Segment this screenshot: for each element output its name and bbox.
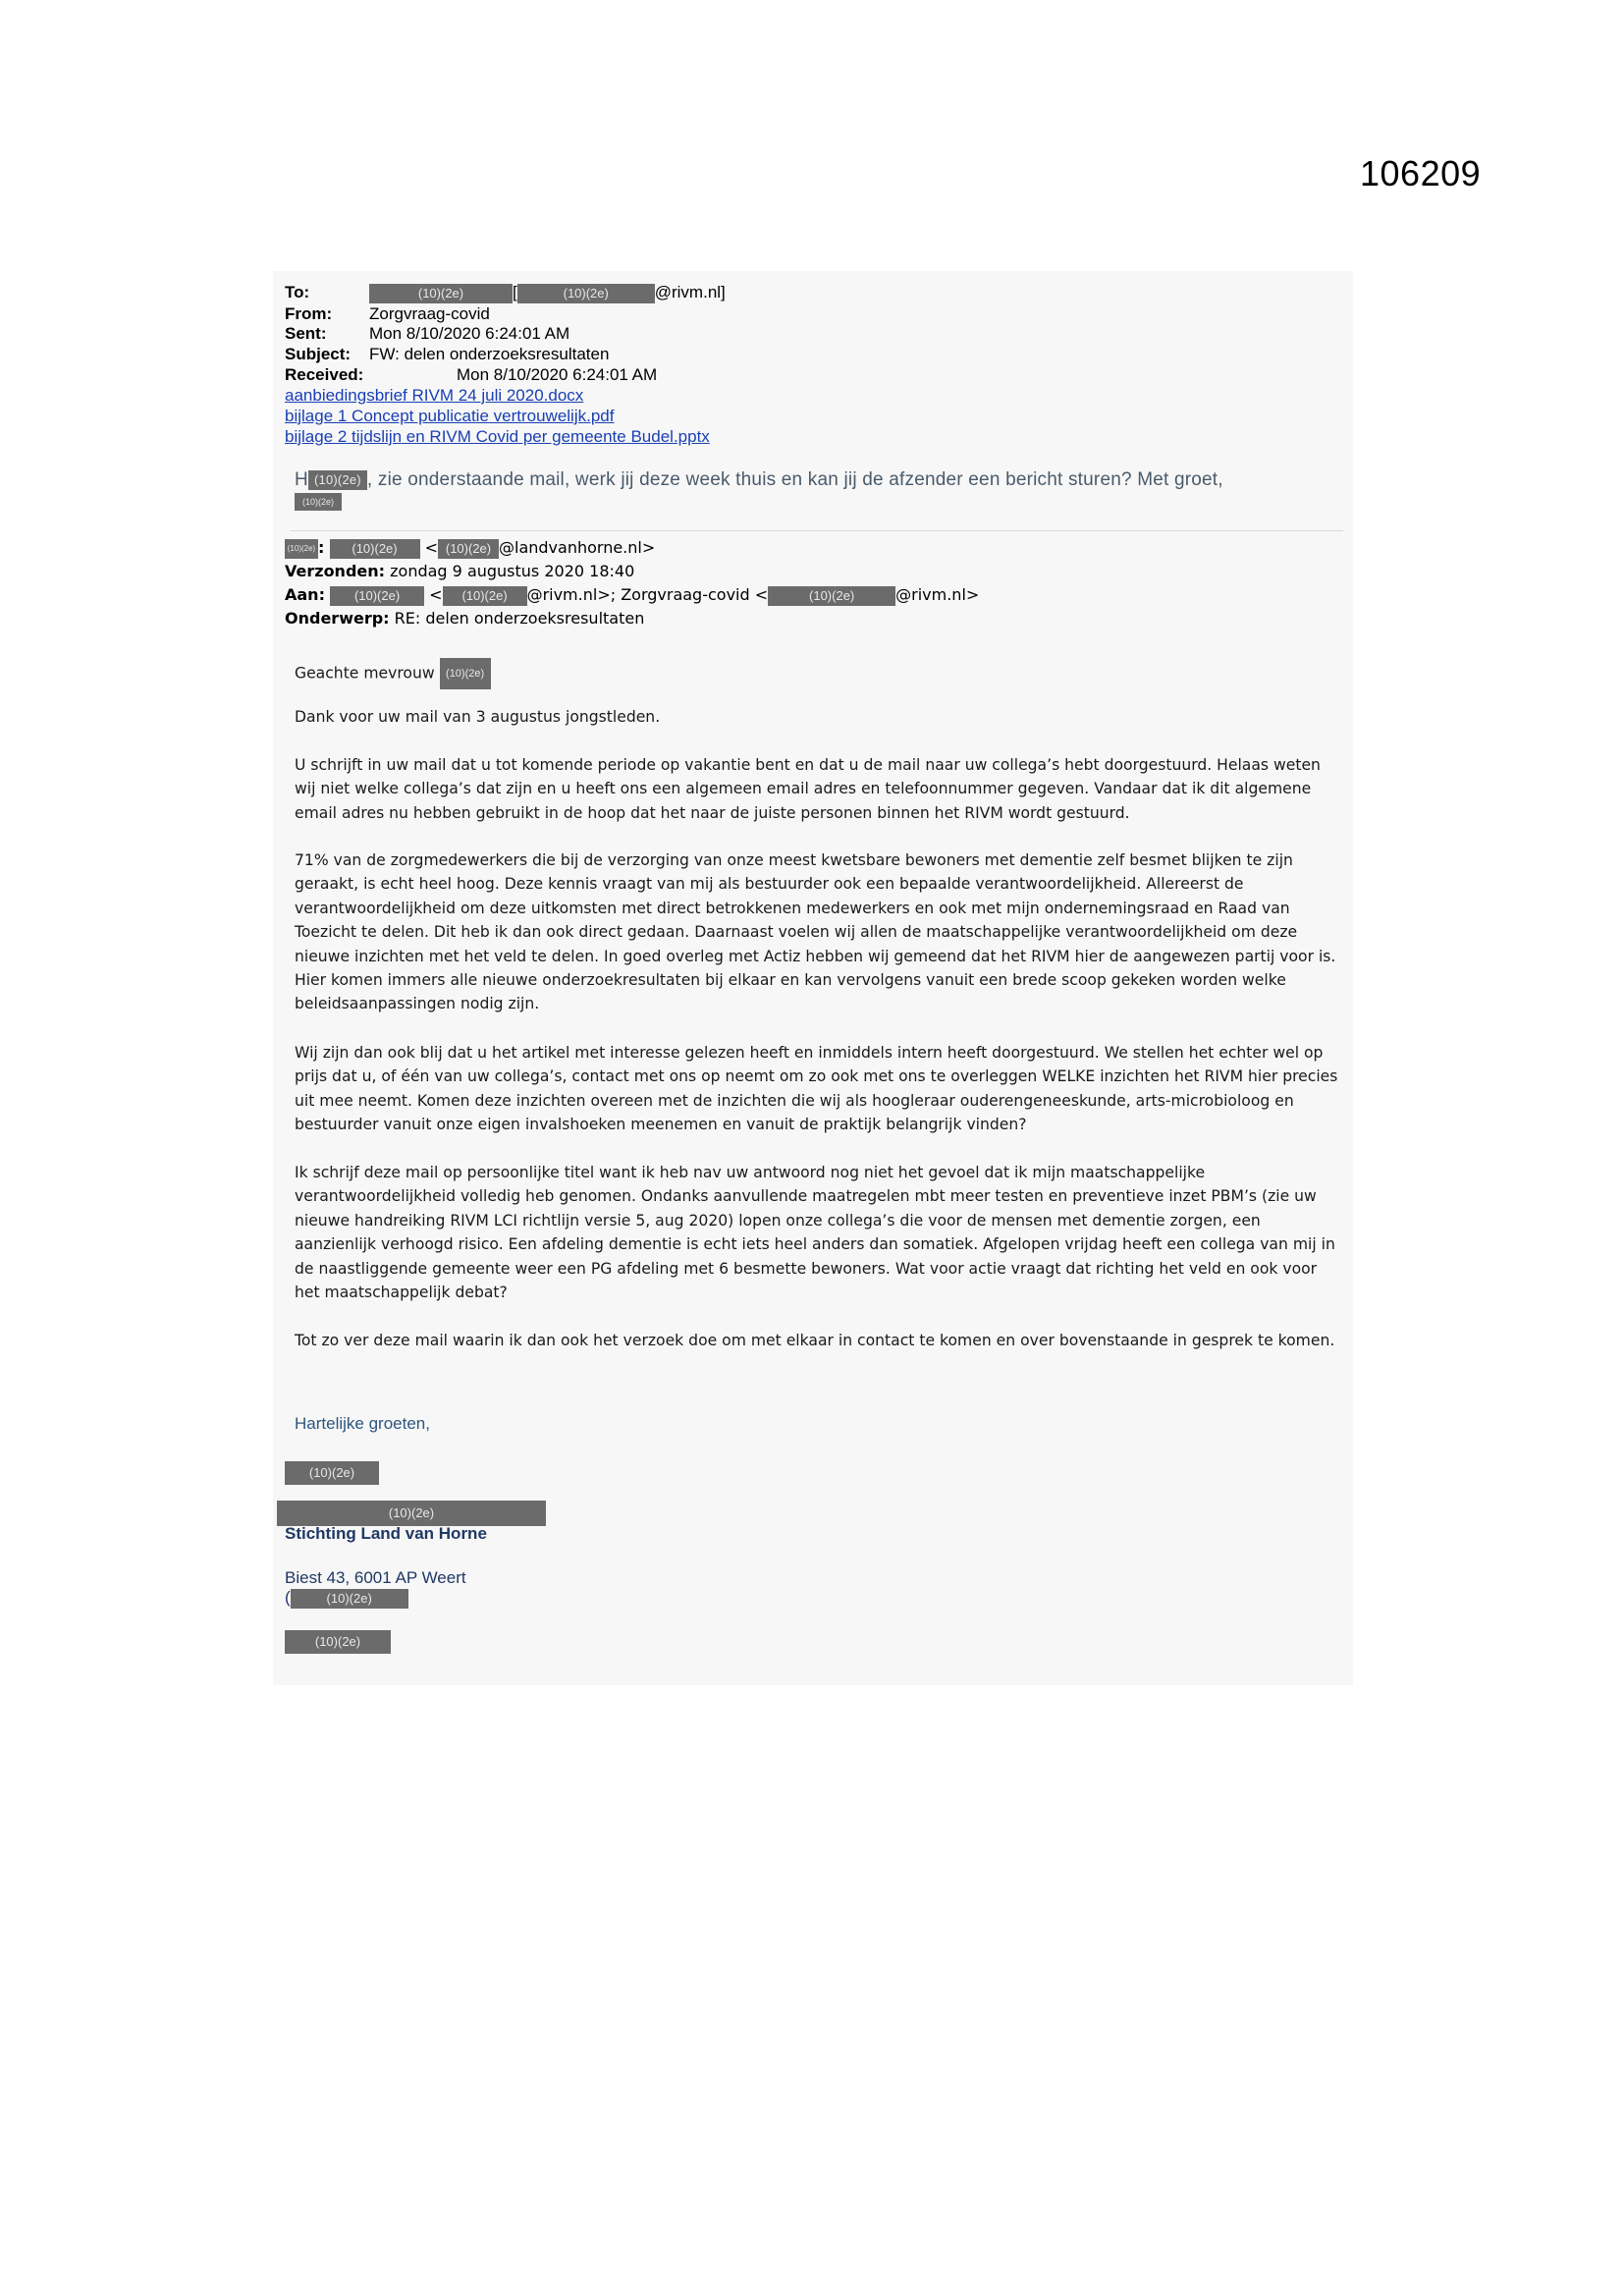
redaction-box: (10)(2e) (330, 586, 424, 606)
to-label: To: (285, 283, 310, 301)
redaction-box: (10)(2e) (330, 539, 420, 559)
original-to-lt: < (429, 585, 443, 604)
redaction-box: (10)(2e) (291, 1589, 408, 1609)
original-from-lt: < (424, 538, 438, 557)
sent-value: Mon 8/10/2020 6:24:01 AM (369, 324, 570, 343)
sent-label: Sent: (285, 324, 327, 343)
original-sent (285, 562, 634, 580)
redaction-box: (10)(2e) (308, 470, 367, 490)
received-label: Received: (285, 365, 364, 384)
body-paragraph: Ik schrijf deze mail op persoonlijke titel want ik heb nav uw antwoord nog niet het gevoel dat ik mijn maatschappelijke verantwoordelijkheid volledig heb genomen. Ondanks aanvullende maatregelen mbt meer testen en preventieve inzet PBM’s (zie uw nieuwe handreiking RIVM LCI richtlijn versie 5, aug 2020) lopen onze collega’s die voor de mensen met dementie zorgen, een aanzienlijk verhoogd risico. Een afdeling dementie is echt iets heel anders dan somatiek. Afgelopen vrijdag heeft een collega van mij in de naastliggende gemeente weer een PG afdeling met 6 besmette bewoners. Wat voor actie vraagt dat richting het veld en ook voor het maatschappelijk debat? (295, 1164, 1335, 1302)
body-paragraph: Tot zo ver deze mail waarin ik dan ook het verzoek doe om met elkaar in contact te komen en over bovenstaande in gesprek te komen. (295, 1332, 1335, 1349)
redaction-box: (10)(2e) (369, 284, 513, 303)
redaction-box: (10)(2e) (295, 493, 342, 511)
redaction-box: (10)(2e) (438, 539, 499, 559)
received-value: Mon 8/10/2020 6:24:01 AM (457, 365, 658, 384)
original-subject-value: RE: delen onderzoeksresultaten (394, 609, 645, 628)
header-to (285, 283, 726, 302)
original-sent-value: zondag 9 augustus 2020 18:40 (390, 562, 635, 580)
closing-greeting: Hartelijke groeten, (295, 1414, 430, 1433)
redaction-box: (10)(2e) (440, 658, 491, 689)
salutation (295, 658, 1343, 689)
original-from-suffix: @landvanhorne.nl> (499, 538, 656, 557)
document-number: 106209 (1360, 153, 1482, 193)
body-paragraph: 71% van de zorgmedewerkers die bij de verzorging van onze meest kwetsbare bewoners met dementie zelf besmet blijken te zijn geraakt, is echt heel hoog. Deze kennis vraagt van mij als bestuurder ook een bepaalde verantwoordelijkheid. Allereerst de verantwoordelijkheid om deze uitkomsten met direct betrokkenen medewerkers en ook met mijn ondernemingsraad en Raad van Toezicht te delen. Dit heb ik dan ook direct gedaan. Daarnaast voelen wij allen de maatschappelijke verantwoordelijkheid om deze nieuwe inzichten met het veld te delen. In goed overleg met Actiz hebben wij gemeend dat het RIVM hier de aangewezen partij voor is. Hier komen immers alle nieuwe onderzoekresultaten bij elkaar en kan vervolgens vanuit een brede scoop gekeken worden welke beleidsaanpassingen nodig zijn. (295, 851, 1336, 1013)
body-paragraph: U schrijft in uw mail dat u tot komende periode op vakantie bent en dat u de mail naar uw collega’s hebt doorgestuurd. Helaas weten wij niet welke collega’s dat zijn en u heeft ons een algemeen email adres en telefoonnummer gegeven. Vandaar dat ik dit algemene email adres nu hebben gebruikt in de hoop dat het naar de juiste personen binnen het RIVM wordt gestuurd. (295, 756, 1321, 822)
salutation-text: Geachte mevrouw (295, 664, 435, 683)
attachment-link[interactable]: bijlage 2 tijdslijn en RIVM Covid per gemeente Budel.pptx (285, 427, 710, 446)
from-label: From: (285, 304, 333, 323)
signature-organization: Stichting Land van Horne (285, 1524, 487, 1543)
body-paragraph: Wij zijn dan ook blij dat u het artikel met interesse gelezen heeft en inmiddels intern heeft doorgestuurd. We stellen het echter wel op prijs dat u, of één van uw collega’s, contact met ons op neemt om zo ook met ons te overleggen WELKE inzichten het RIVM hier precies uit mee neemt. Komen deze inzichten overeen met de inzichten die wij als hoogleraar ouderengeneeskunde, arts-microbioloog en bestuurder vanuit onze eigen invalshoeken meenemen en vanuit de praktijk belangrijk vinden? (295, 1044, 1338, 1134)
original-subject (285, 609, 644, 628)
original-from (285, 538, 655, 559)
to-suffix: @rivm.nl] (654, 283, 726, 301)
redaction-box: (10)(2e) (768, 586, 895, 606)
original-subject-label: Onderwerp: (285, 609, 390, 628)
signature-phone-prefix: ( (285, 1588, 291, 1607)
header-sent (285, 324, 570, 344)
body-paragraph: Dank voor uw mail van 3 augustus jongstleden. (295, 708, 661, 726)
header-subject (285, 345, 610, 364)
redaction-box: (10)(2e) (443, 586, 527, 606)
redaction-box: (10)(2e) (285, 539, 318, 559)
original-from-sep: : (318, 538, 325, 557)
divider (291, 530, 1343, 531)
original-to-suffix: @rivm.nl> (895, 585, 980, 604)
header-from (285, 304, 490, 324)
from-value: Zorgvraag-covid (369, 304, 490, 323)
original-sent-label: Verzonden: (285, 562, 386, 580)
redaction-box: (10)(2e) (517, 284, 655, 303)
redaction-box: (10)(2e) (285, 1630, 391, 1654)
to-bracket: [ (513, 283, 517, 301)
original-to (285, 585, 979, 606)
forward-note-text: , zie onderstaande mail, werk jij deze week thuis en kan jij de afzender een bericht sturen? Met groet, (366, 469, 1223, 490)
original-to-label: Aan: (285, 585, 325, 604)
signature-address: Biest 43, 6001 AP Weert (285, 1568, 466, 1587)
redaction-box: (10)(2e) (285, 1461, 379, 1485)
original-to-mid: @rivm.nl>; Zorgvraag-covid < (526, 585, 769, 604)
signature-phone (285, 1588, 408, 1609)
subject-label: Subject: (285, 345, 352, 363)
forward-note (295, 469, 1223, 491)
forward-note-prefix: H (295, 469, 308, 490)
attachment-link[interactable]: bijlage 1 Concept publicatie vertrouwelijk.pdf (285, 407, 615, 425)
subject-value: FW: delen onderzoeksresultaten (369, 345, 610, 363)
header-received (285, 365, 658, 385)
attachment-link[interactable]: aanbiedingsbrief RIVM 24 juli 2020.docx (285, 386, 584, 405)
redaction-box: (10)(2e) (277, 1501, 546, 1526)
